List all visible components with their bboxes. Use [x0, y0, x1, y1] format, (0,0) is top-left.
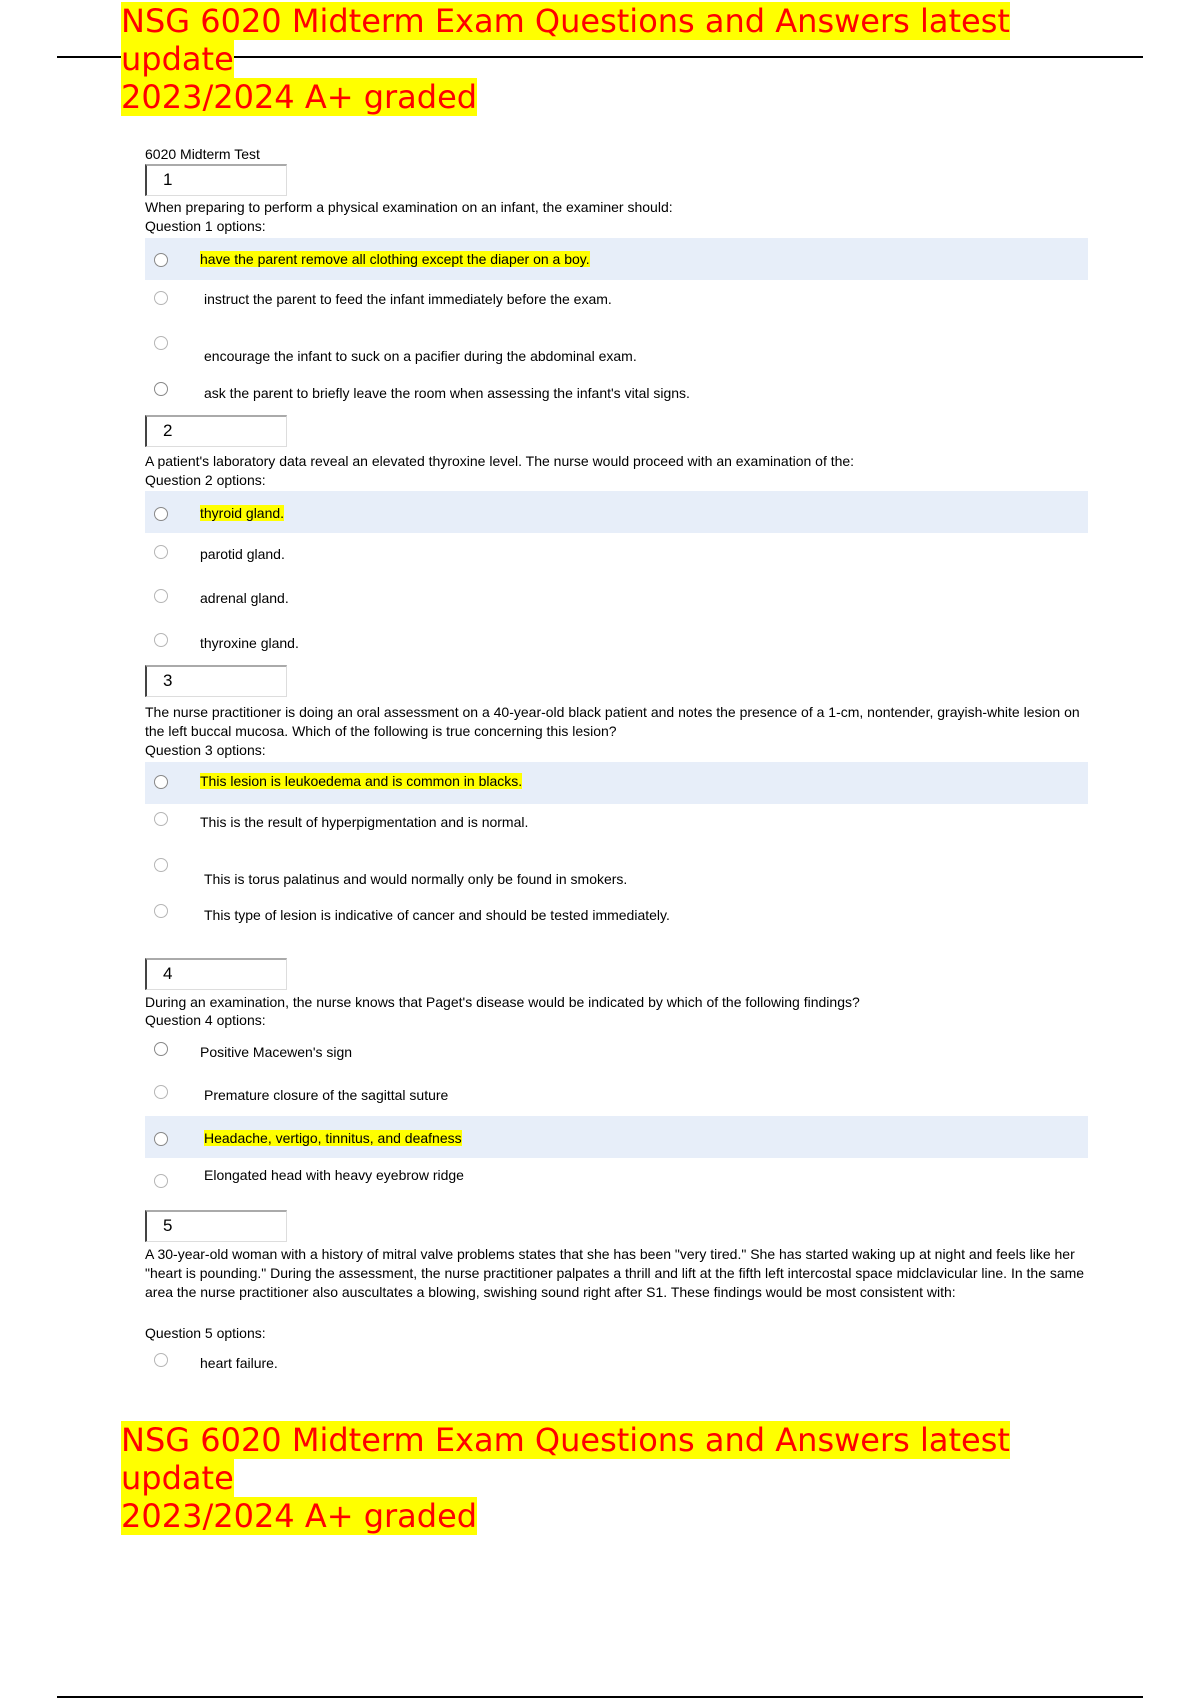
footer-divider: [57, 1696, 1143, 1698]
option-label: adrenal gland.: [200, 590, 289, 606]
question-text: A 30-year-old woman with a history of mitral valve problems states that she has been "very tired." She has started waking up at night and feels like her "heart is pounding." During the assessment, the nurse practitioner palpates a thrill and lift at the fifth left intercostal space midclavicular line. In the same area the nurse practitioner also auscultates a blowing, swishing sound right after S1. These findings would be most consistent with:: [145, 1246, 1085, 1300]
option-radio[interactable]: [154, 291, 168, 305]
option-radio[interactable]: [154, 589, 168, 603]
option-label: This lesion is leukoedema and is common in blacks.: [200, 773, 523, 789]
option-radio[interactable]: [154, 507, 168, 521]
options-label: Question 5 options:: [145, 1325, 266, 1341]
option-label: heart failure.: [200, 1355, 278, 1371]
option-label: parotid gland.: [200, 546, 285, 562]
option-radio[interactable]: [154, 1132, 168, 1146]
options-label: Question 1 options:: [145, 218, 266, 234]
option-radio[interactable]: [154, 545, 168, 559]
document-title: [121, 2, 1081, 116]
question-text: The nurse practitioner is doing an oral assessment on a 40-year-old black patient and notes the presence of a 1-cm, nontender, grayish-white lesion on the left buccal mucosa. Which of the following is true concerning this lesion?: [145, 704, 1080, 739]
option-label: instruct the parent to feed the infant immediately before the exam.: [204, 291, 612, 307]
option-radio[interactable]: [154, 775, 168, 789]
option-radio[interactable]: [154, 1353, 168, 1367]
option-label: Headache, vertigo, tinnitus, and deafness: [204, 1130, 462, 1146]
option-radio[interactable]: [154, 633, 168, 647]
question-text: During an examination, the nurse knows that Paget's disease would be indicated by which of the following findings?: [145, 994, 860, 1010]
option-label: thyroxine gland.: [200, 635, 299, 651]
footer-line-1: NSG 6020 Midterm Exam Questions and Answers latest update: [121, 1421, 1010, 1497]
option-radio[interactable]: [154, 1085, 168, 1099]
option-label: Premature closure of the sagittal suture: [204, 1087, 449, 1103]
option-label: This is torus palatinus and would normally only be found in smokers.: [204, 871, 628, 887]
option-label: have the parent remove all clothing except the diaper on a boy.: [200, 251, 590, 267]
option-radio[interactable]: [154, 1042, 168, 1056]
question-text: A patient's laboratory data reveal an elevated thyroxine level. The nurse would proceed with an examination of the:: [145, 453, 855, 469]
options-label: Question 4 options:: [145, 1012, 266, 1028]
option-radio[interactable]: [154, 904, 168, 918]
options-label: Question 2 options:: [145, 472, 266, 488]
option-label: encourage the infant to suck on a pacifier during the abdominal exam.: [204, 348, 637, 364]
option-radio[interactable]: [154, 858, 168, 872]
question-number-box: 1: [145, 164, 287, 196]
options-label: Question 3 options:: [145, 742, 266, 758]
question-number-box: 5: [145, 1210, 287, 1242]
footer-line-2: 2023/2024 A+ graded: [121, 1497, 478, 1535]
option-radio[interactable]: [154, 812, 168, 826]
option-label: ask the parent to briefly leave the room when assessing the infant's vital signs.: [204, 385, 690, 401]
option-radio[interactable]: [154, 253, 168, 267]
correct-answer-row: [145, 491, 1088, 533]
option-label: Elongated head with heavy eyebrow ridge: [204, 1167, 464, 1183]
option-label: This type of lesion is indicative of cancer and should be tested immediately.: [204, 907, 670, 923]
option-radio[interactable]: [154, 1174, 168, 1188]
question-number-box: 2: [145, 415, 287, 447]
option-label: thyroid gland.: [200, 505, 285, 521]
title-line-1: NSG 6020 Midterm Exam Questions and Answers latest update: [121, 2, 1010, 78]
option-radio[interactable]: [154, 336, 168, 350]
option-label: Positive Macewen's sign: [200, 1044, 353, 1060]
test-label: 6020 Midterm Test: [145, 146, 260, 162]
footer-title: [121, 1421, 1081, 1535]
title-line-2: 2023/2024 A+ graded: [121, 78, 478, 116]
question-number-box: 3: [145, 665, 287, 697]
option-radio[interactable]: [154, 382, 168, 396]
option-label: This is the result of hyperpigmentation and is normal.: [200, 814, 529, 830]
question-number-box: 4: [145, 958, 287, 990]
question-text: When preparing to perform a physical examination on an infant, the examiner should:: [145, 199, 673, 215]
